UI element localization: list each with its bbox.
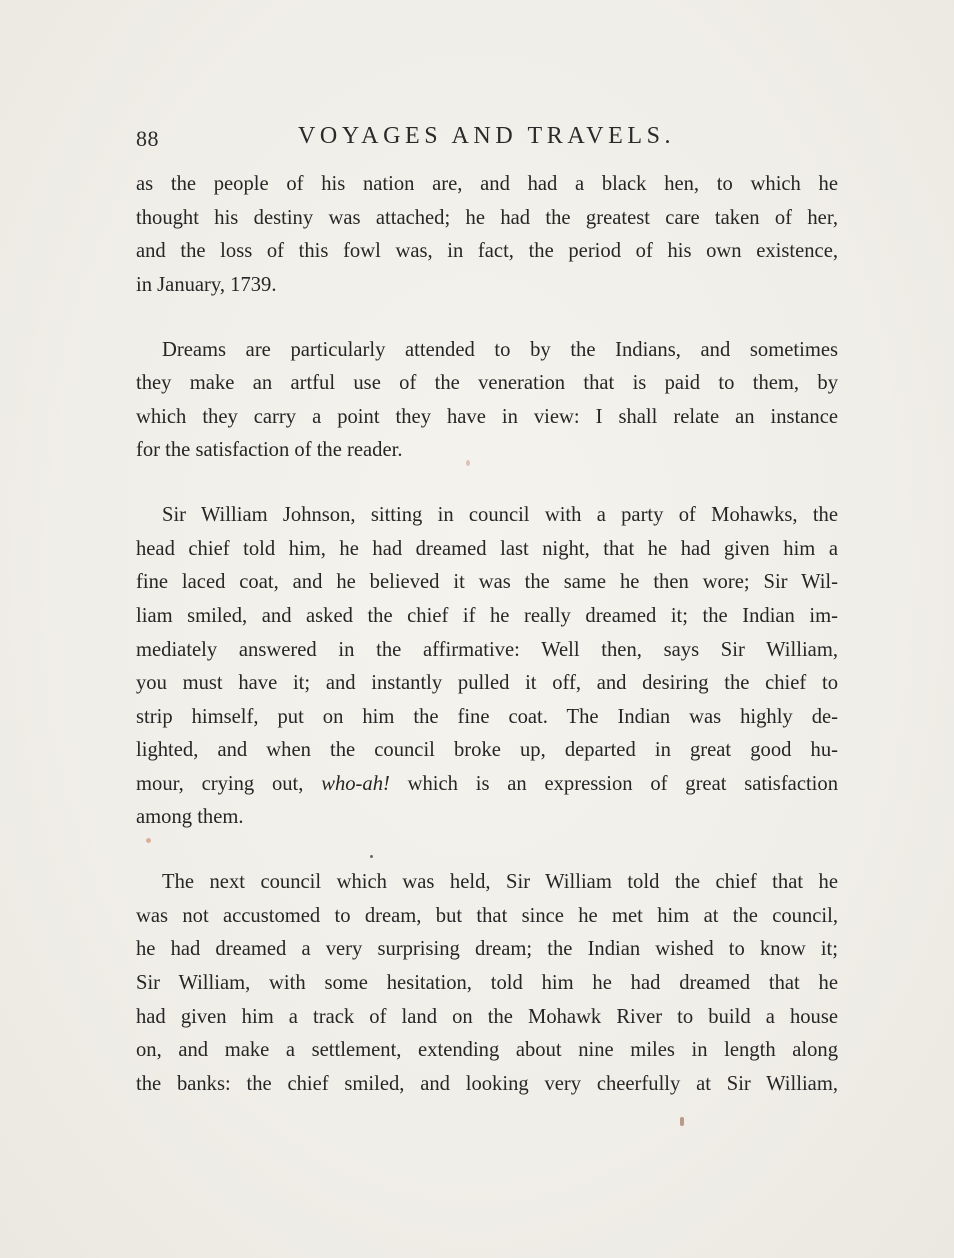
text-line: The next council which was held, Sir William told the chief that he bbox=[162, 871, 838, 894]
text-line: strip himself, put on him the fine coat. The Indian was highly de- bbox=[136, 705, 838, 728]
text-line: the banks: the chief smiled, and looking very cheerfully at Sir William, bbox=[136, 1072, 838, 1095]
paragraph-1 bbox=[136, 168, 838, 302]
page-number: 88 bbox=[136, 126, 159, 151]
text-line: on, and make a settlement, extending about nine miles in length along bbox=[136, 1039, 838, 1062]
body-text bbox=[136, 168, 838, 1101]
text-line: had given him a track of land on the Mohawk River to build a house bbox=[136, 1005, 838, 1028]
paragraph-2 bbox=[136, 334, 838, 468]
text-line: mour, crying out, who-ah! which is an expression of great satisfaction bbox=[136, 772, 838, 795]
paragraph-3 bbox=[136, 499, 838, 835]
text-line: among them. bbox=[136, 806, 244, 829]
text-line: for the satisfaction of the reader. bbox=[136, 439, 403, 462]
text-line: Sir William, with some hesitation, told him he had dreamed that he bbox=[136, 972, 838, 995]
text-line: and the loss of this fowl was, in fact, the period of his own existence, bbox=[136, 240, 838, 263]
running-title: VOYAGES AND TRAVELS. bbox=[298, 123, 676, 149]
text-line: was not accustomed to dream, but that since he met him at the council, bbox=[136, 904, 838, 927]
text-line: they make an artful use of the veneration that is paid to them, by bbox=[136, 372, 838, 395]
text-line: fine laced coat, and he believed it was the same he then wore; Sir Wil- bbox=[136, 571, 838, 594]
text-line: which they carry a point they have in view: I shall relate an instance bbox=[136, 405, 838, 428]
text-line: you must have it; and instantly pulled it off, and desiring the chief to bbox=[136, 672, 838, 695]
text-line: mediately answered in the affirmative: Well then, says Sir William, bbox=[136, 638, 838, 661]
ink-speck bbox=[146, 838, 151, 843]
text-line: lighted, and when the council broke up, departed in great good hu- bbox=[136, 739, 838, 762]
text-line: thought his destiny was attached; he had the greatest care taken of her, bbox=[136, 206, 838, 229]
ink-speck bbox=[466, 460, 470, 466]
text-line: he had dreamed a very surprising dream; the Indian wished to know it; bbox=[136, 938, 838, 961]
ink-speck bbox=[680, 1117, 684, 1126]
italic-exclamation: who-ah! bbox=[321, 772, 390, 795]
text-line: liam smiled, and asked the chief if he really dreamed it; the Indian im- bbox=[136, 604, 838, 627]
text-line: Sir William Johnson, sitting in council with a party of Mohawks, the bbox=[162, 504, 838, 527]
text-line: in January, 1739. bbox=[136, 273, 277, 296]
text-line: head chief told him, he had dreamed last night, that he had given him a bbox=[136, 537, 838, 560]
paragraph-4 bbox=[136, 866, 838, 1101]
text-line: Dreams are particularly attended to by the Indians, and sometimes bbox=[162, 338, 838, 361]
page-header bbox=[136, 118, 838, 158]
text-line: as the people of his nation are, and had a black hen, to which he bbox=[136, 173, 838, 195]
ink-speck bbox=[370, 855, 373, 858]
